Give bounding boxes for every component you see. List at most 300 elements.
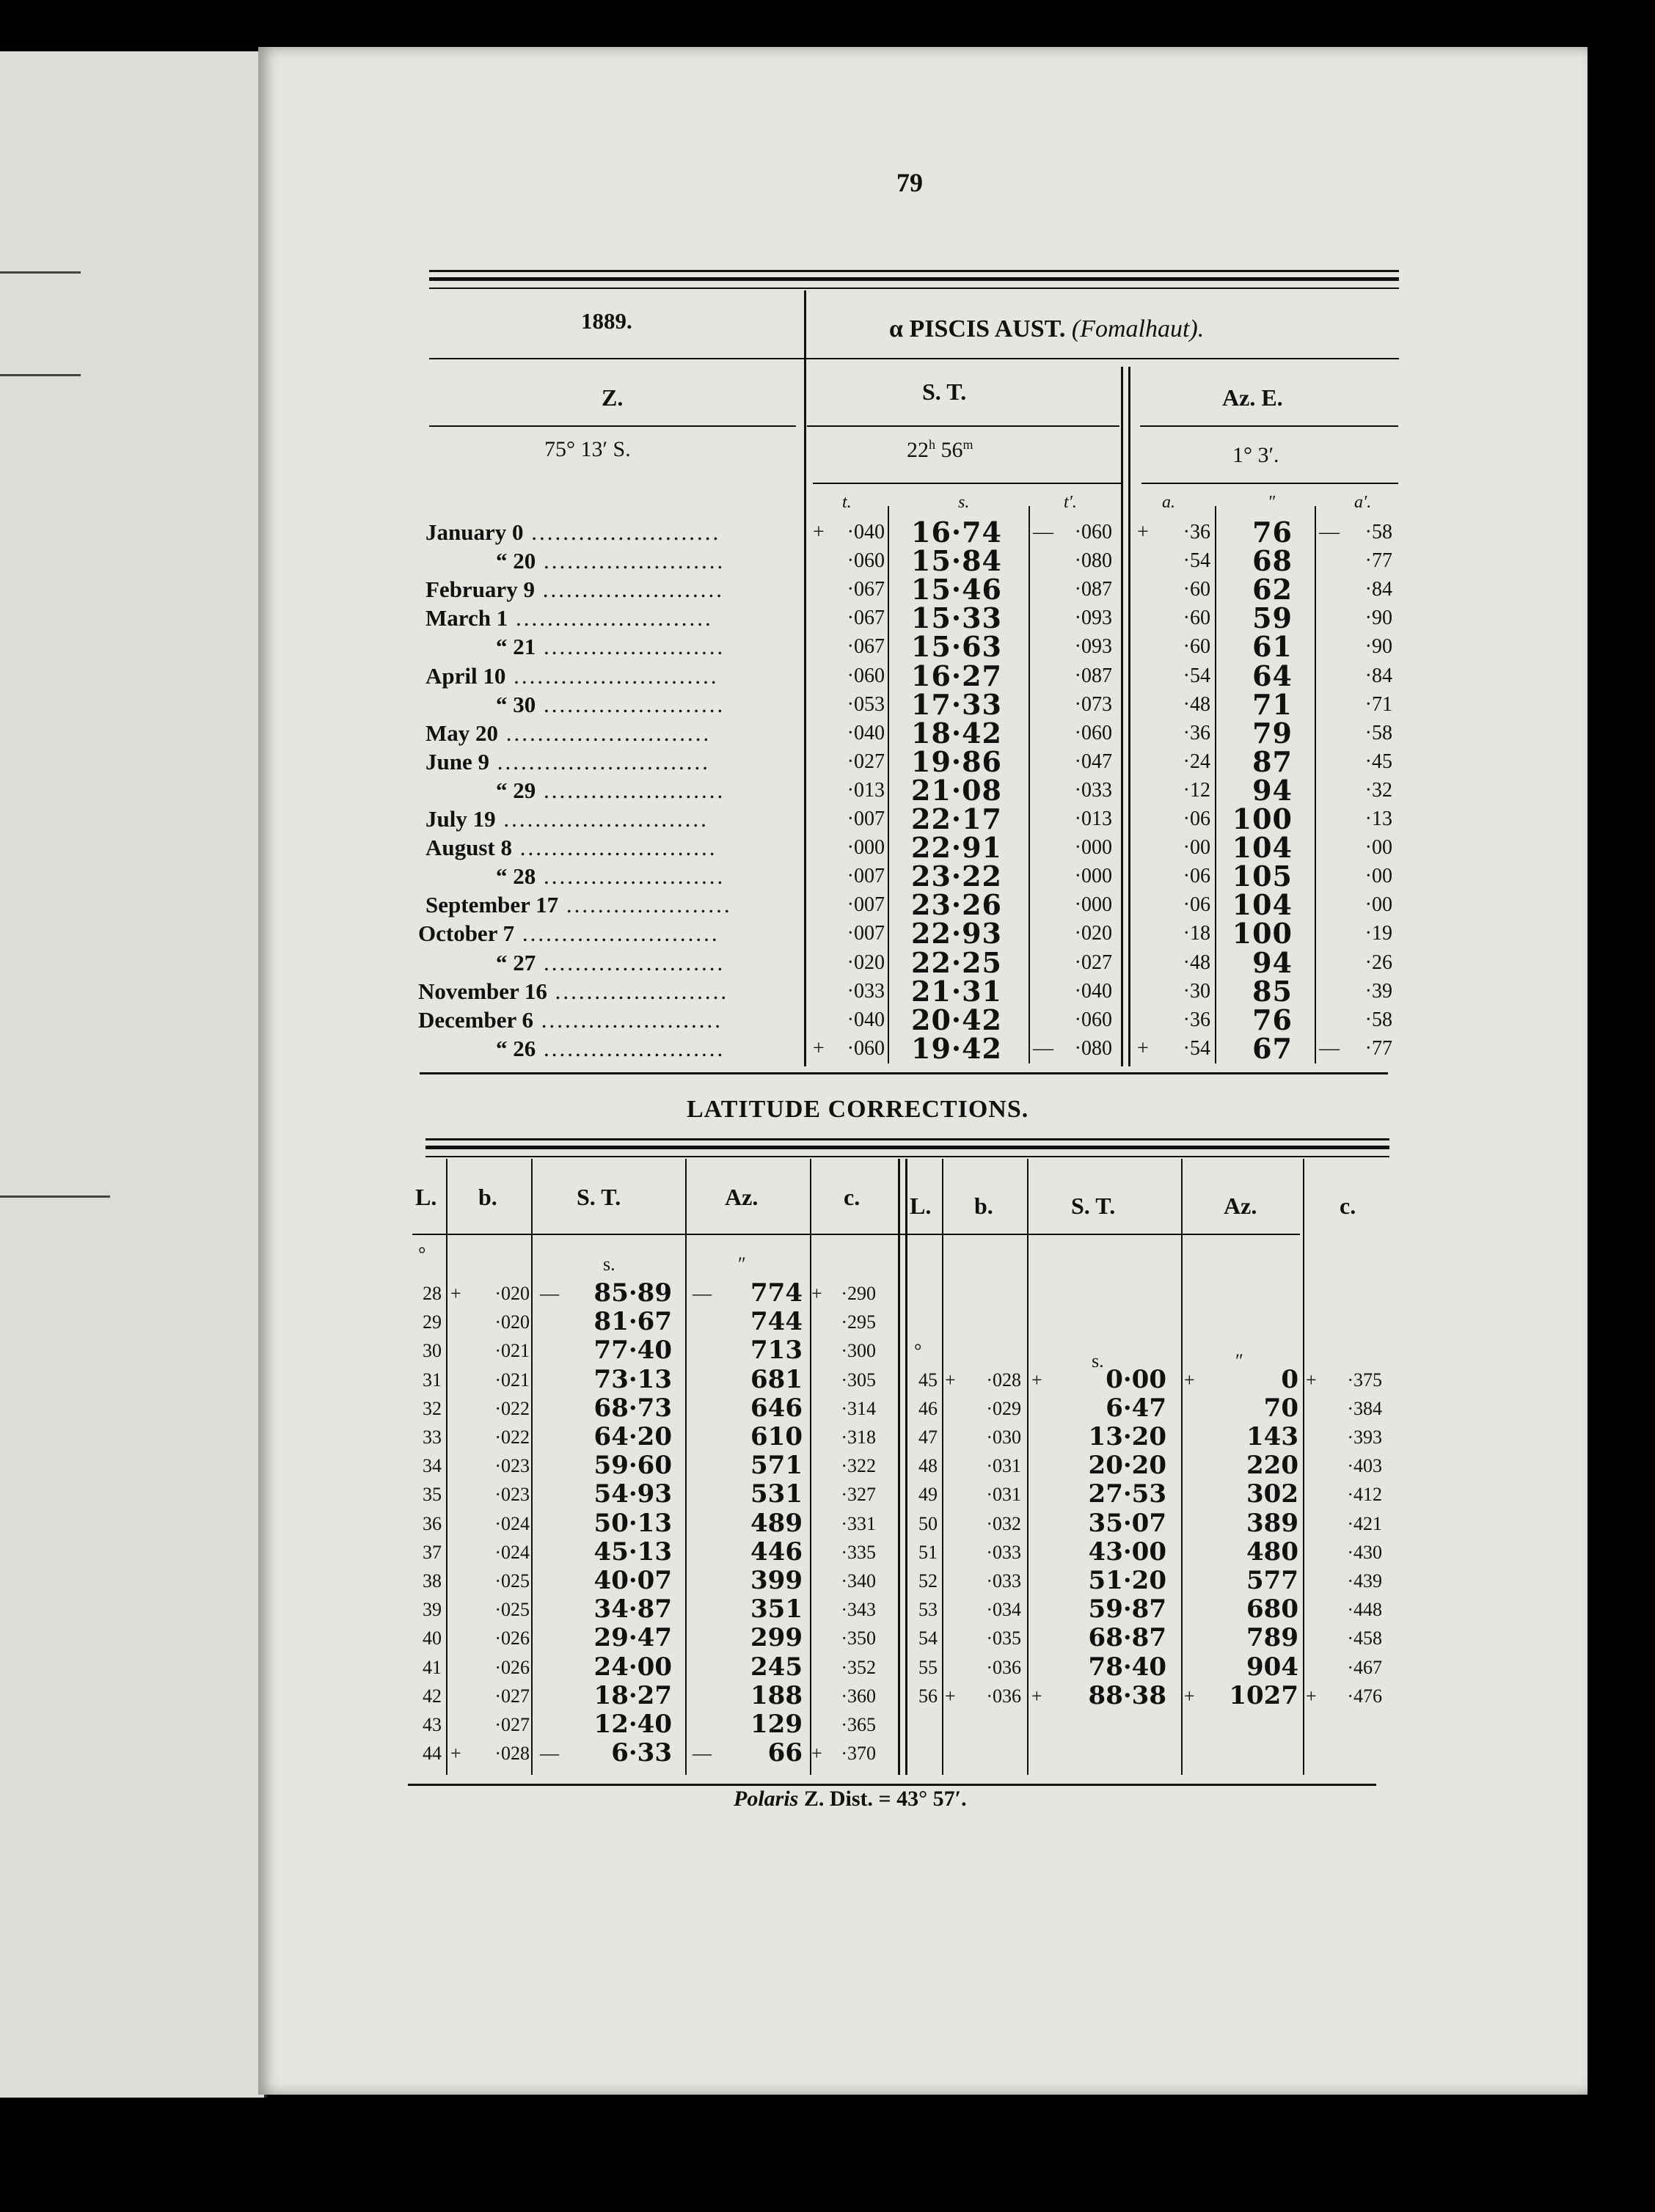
sign (945, 1451, 961, 1480)
value-t-prime: ·060 (1074, 521, 1112, 543)
value-az: 79 (1252, 717, 1293, 750)
sign (693, 1538, 715, 1567)
sign (813, 747, 829, 776)
sign (1031, 1567, 1053, 1595)
lat-value-b: ·028 (986, 1369, 1021, 1391)
sign (813, 890, 829, 919)
sign (540, 1595, 562, 1624)
lat-value-az: 220 (1246, 1451, 1298, 1480)
value-a-prime: ·32 (1364, 779, 1392, 802)
value-s: 22·93 (911, 917, 1002, 950)
degree-unit: ° (418, 1243, 426, 1264)
sign (1306, 1595, 1322, 1624)
value-a-prime: ·13 (1364, 807, 1392, 830)
value-s: 15·84 (911, 544, 1002, 577)
lat-row-L: 49 (918, 1484, 938, 1505)
dot-leader: ........................ (523, 519, 721, 545)
lat-row-L: 55 (918, 1657, 938, 1678)
value-t: ·027 (847, 750, 885, 773)
lat-row-L: 41 (423, 1657, 442, 1678)
value-a-prime: ·71 (1364, 693, 1392, 716)
value-az: 71 (1252, 688, 1293, 721)
sign: + (1137, 521, 1149, 543)
value-a: ·00 (1183, 836, 1210, 859)
date-label (418, 1006, 723, 1034)
sign (945, 1653, 961, 1682)
lat-value-c: ·384 (1347, 1398, 1382, 1419)
lat-header-b: b. (478, 1184, 497, 1210)
column-rule (1128, 367, 1130, 1066)
lat-value-az: 351 (750, 1594, 803, 1624)
value-a-prime: ·90 (1364, 607, 1392, 629)
value-a-prime: ·00 (1364, 836, 1392, 859)
lat-value-b: ·020 (494, 1311, 530, 1333)
lat-value-st: 43·00 (1088, 1537, 1166, 1567)
date-label (425, 662, 719, 690)
date-label (418, 919, 720, 948)
date-label (496, 632, 725, 661)
value-s: 15·46 (911, 573, 1002, 606)
lat-value-c: ·370 (841, 1743, 876, 1764)
sign (1319, 805, 1341, 833)
lat-row-L: 28 (423, 1283, 442, 1304)
value-a: ·60 (1183, 578, 1210, 601)
sign (693, 1394, 715, 1423)
lat-rule (425, 1156, 1389, 1157)
col-t: t. (842, 493, 852, 512)
sign (450, 1451, 467, 1480)
sign (450, 1567, 467, 1595)
lat-row-L: 31 (423, 1369, 442, 1391)
star-title (889, 315, 1204, 343)
value-t-prime: ·020 (1074, 922, 1112, 945)
dot-leader: .......................... (495, 806, 709, 832)
sign (1306, 1567, 1322, 1595)
value-s: 22·17 (911, 802, 1002, 835)
lat-value-b: ·028 (494, 1743, 530, 1764)
sign: + (813, 521, 825, 543)
sign (693, 1336, 715, 1365)
lat-value-b: ·021 (494, 1340, 530, 1361)
value-a: ·30 (1183, 980, 1210, 1003)
sign (1306, 1451, 1322, 1480)
sign (1033, 833, 1055, 862)
sign (1319, 1006, 1341, 1034)
lat-row-L: 48 (918, 1455, 938, 1476)
left-page-rule (0, 1195, 110, 1198)
value-s: 15·63 (911, 630, 1002, 663)
lat-value-az: 681 (750, 1365, 803, 1394)
sign (450, 1366, 467, 1394)
lat-header-az: Az. (725, 1184, 759, 1210)
lat-header-az: Az. (1224, 1193, 1257, 1219)
value-t: ·007 (847, 865, 885, 887)
value-t-prime: ·087 (1074, 578, 1112, 601)
sign: — (1319, 1037, 1340, 1060)
st-header: S. T. (922, 378, 967, 405)
value-t-prime: ·040 (1074, 980, 1112, 1003)
dot-leader: ...................... (547, 978, 729, 1004)
value-a: ·36 (1183, 521, 1210, 543)
lat-value-c: ·305 (841, 1369, 876, 1391)
date-text: “ 27 (496, 950, 536, 975)
value-t-prime: ·047 (1074, 750, 1112, 773)
lat-value-c: ·467 (1347, 1657, 1382, 1678)
sign (693, 1308, 715, 1336)
sign (1306, 1538, 1322, 1567)
sign (1033, 546, 1055, 575)
lat-value-b: ·020 (494, 1283, 530, 1304)
value-s: 23·22 (911, 860, 1002, 893)
st-hours: 22 (907, 438, 929, 462)
sign (540, 1567, 562, 1595)
date-label (496, 862, 725, 890)
sign (1137, 977, 1156, 1006)
lat-value-b: ·033 (986, 1542, 1021, 1563)
sign (811, 1538, 828, 1567)
value-a-prime: ·77 (1364, 1037, 1392, 1060)
sign: — (1033, 521, 1053, 543)
date-text: “ 20 (496, 548, 536, 574)
sign (1306, 1624, 1322, 1652)
sign (1033, 805, 1055, 833)
sign (811, 1336, 828, 1365)
lat-value-st: 68·87 (1088, 1623, 1166, 1652)
value-t: ·000 (847, 836, 885, 859)
top-rule (429, 288, 1399, 289)
col-a: a. (1162, 493, 1175, 512)
sign (540, 1336, 562, 1365)
lat-value-c: ·352 (841, 1657, 876, 1678)
sign: + (1184, 1685, 1195, 1707)
sign: — (540, 1283, 559, 1304)
value-t-prime: ·027 (1074, 951, 1112, 974)
sign (1137, 575, 1156, 604)
sign (1137, 747, 1156, 776)
sign: + (1137, 1037, 1149, 1060)
sign (450, 1682, 467, 1710)
date-text: August 8 (425, 835, 513, 860)
lat-value-az: 188 (750, 1681, 803, 1710)
dot-leader: ......................... (512, 835, 717, 860)
sign (1306, 1480, 1322, 1509)
sign (540, 1653, 562, 1682)
dot-leader: ....................... (536, 863, 726, 889)
sign (1319, 632, 1341, 661)
sign (1137, 662, 1156, 690)
lat-value-c: ·322 (841, 1455, 876, 1476)
lat-row-L: 56 (918, 1685, 938, 1707)
sign (1031, 1653, 1053, 1682)
sign: + (945, 1369, 956, 1391)
lat-value-c: ·448 (1347, 1599, 1382, 1620)
value-az: 67 (1252, 1032, 1293, 1065)
sign (1031, 1624, 1053, 1652)
lat-value-c: ·458 (1347, 1627, 1382, 1649)
arcsec-unit: ″ (1235, 1350, 1243, 1371)
value-a-prime: ·77 (1364, 549, 1392, 572)
dot-leader: ....................... (533, 1007, 723, 1033)
sign (693, 1567, 715, 1595)
dot-leader: ....................... (536, 634, 726, 659)
sign (1319, 776, 1341, 805)
lat-value-st: 35·07 (1088, 1509, 1166, 1538)
star-common-name: (Fomalhaut). (1071, 315, 1205, 343)
date-label (496, 776, 725, 805)
value-az: 85 (1252, 975, 1293, 1008)
lat-value-az: 143 (1246, 1422, 1298, 1451)
lat-value-c: ·476 (1347, 1685, 1382, 1707)
sign (1319, 575, 1341, 604)
lat-value-st: 78·40 (1088, 1652, 1166, 1682)
subheader-rule (813, 483, 1121, 484)
col-az-sec: ″ (1268, 493, 1275, 512)
lat-value-st: 6·47 (1106, 1394, 1166, 1423)
date-label (496, 1034, 725, 1063)
date-label (425, 833, 717, 862)
value-s: 16·74 (911, 516, 1002, 549)
sign (1033, 747, 1055, 776)
sign (1033, 862, 1055, 890)
value-az: 104 (1232, 888, 1293, 921)
dot-leader: ..................... (558, 892, 732, 918)
lat-value-c: ·403 (1347, 1455, 1382, 1476)
lat-value-b: ·031 (986, 1484, 1021, 1505)
date-text: “ 29 (496, 777, 536, 803)
date-text: “ 30 (496, 692, 536, 717)
lat-value-c: ·393 (1347, 1427, 1382, 1448)
lat-header-b: b. (974, 1193, 993, 1219)
sign: — (1319, 521, 1340, 543)
date-label (425, 890, 732, 919)
lat-value-st: 24·00 (593, 1652, 672, 1682)
lat-row-L: 32 (423, 1398, 442, 1419)
value-t: ·060 (847, 664, 885, 687)
lat-value-az: 480 (1246, 1537, 1298, 1567)
date-label (425, 575, 724, 604)
value-a: ·12 (1183, 779, 1210, 802)
lat-value-az: 245 (750, 1652, 803, 1682)
value-az: 61 (1252, 630, 1293, 663)
value-s: 22·25 (911, 946, 1002, 979)
table-bottom-rule (420, 1072, 1388, 1074)
lat-row-L: 44 (423, 1743, 442, 1764)
dot-leader: ....................... (536, 1036, 726, 1061)
lat-value-c: ·365 (841, 1714, 876, 1735)
sign (1319, 662, 1341, 690)
sign (540, 1538, 562, 1567)
sign (1033, 977, 1055, 1006)
value-a: ·24 (1183, 750, 1210, 773)
date-text: April 10 (425, 663, 506, 689)
subheader-rule (1141, 483, 1398, 484)
lat-value-az: 646 (750, 1394, 803, 1423)
value-s: 23·26 (911, 888, 1002, 921)
lat-row-L: 42 (423, 1685, 442, 1707)
value-a-prime: ·58 (1364, 1008, 1392, 1031)
lat-value-b: ·021 (494, 1369, 530, 1391)
sign (1137, 604, 1156, 632)
value-t: ·020 (847, 951, 885, 974)
value-s: 22·91 (911, 831, 1002, 864)
value-t-prime: ·087 (1074, 664, 1112, 687)
lat-value-c: ·421 (1347, 1513, 1382, 1534)
lat-value-az: 302 (1246, 1479, 1298, 1509)
lat-column-rule (685, 1159, 687, 1775)
sign (540, 1710, 562, 1739)
date-text: May 20 (425, 720, 499, 746)
value-az: 100 (1232, 802, 1293, 835)
lat-value-st: 59·60 (593, 1451, 672, 1480)
value-s: 18·42 (911, 717, 1002, 750)
lat-value-b: ·035 (986, 1627, 1021, 1649)
sign (450, 1336, 467, 1365)
lat-value-c: ·375 (1347, 1369, 1382, 1391)
sign (811, 1451, 828, 1480)
lat-value-st: 81·67 (593, 1307, 672, 1336)
lat-value-az: 713 (750, 1336, 803, 1365)
lat-row-L: 45 (918, 1369, 938, 1391)
lat-value-st: 20·20 (1088, 1451, 1166, 1480)
lat-value-az: 774 (750, 1278, 803, 1308)
sign (813, 604, 829, 632)
lat-value-st: 40·07 (593, 1566, 672, 1595)
sign (1319, 747, 1341, 776)
sign (813, 977, 829, 1006)
sign (811, 1710, 828, 1739)
value-a: ·48 (1183, 693, 1210, 716)
sign: + (813, 1037, 825, 1060)
lat-value-c: ·295 (841, 1311, 876, 1333)
lat-value-b: ·022 (494, 1398, 530, 1419)
lat-value-st: 88·38 (1088, 1681, 1166, 1710)
lat-row-L: 52 (918, 1570, 938, 1592)
sign (1031, 1538, 1053, 1567)
sign (813, 719, 829, 747)
sign (1319, 690, 1341, 719)
arcsec-unit: ″ (738, 1253, 746, 1275)
sign (1319, 719, 1341, 747)
sign (1033, 1006, 1055, 1034)
sign (811, 1567, 828, 1595)
sign (693, 1624, 715, 1652)
sign (450, 1653, 467, 1682)
lat-value-az: 129 (750, 1710, 803, 1739)
lat-row-L: 51 (918, 1542, 938, 1563)
column-rule (1029, 506, 1030, 1063)
value-t: ·053 (847, 693, 885, 716)
header-rule (429, 425, 796, 427)
value-t: ·060 (847, 549, 885, 572)
column-rule (1315, 506, 1316, 1063)
value-t: ·060 (847, 1037, 885, 1060)
sign (540, 1509, 562, 1538)
lat-row-L: 50 (918, 1513, 938, 1534)
lat-value-b: ·025 (494, 1599, 530, 1620)
sign (813, 662, 829, 690)
lat-value-c: ·360 (841, 1685, 876, 1707)
sign (945, 1509, 961, 1538)
lat-value-c: ·327 (841, 1484, 876, 1505)
value-s: 16·27 (911, 659, 1002, 692)
value-s: 19·42 (911, 1032, 1002, 1065)
lat-value-st: 12·40 (593, 1710, 672, 1739)
date-text: June 9 (425, 749, 489, 774)
date-label (496, 948, 725, 977)
dot-leader: ....................... (536, 692, 726, 717)
date-text: “ 21 (496, 634, 536, 659)
header-rule (429, 358, 1399, 359)
sign (1306, 1423, 1322, 1451)
value-a: ·06 (1183, 865, 1210, 887)
lat-column-rule (942, 1159, 943, 1775)
sign (1319, 890, 1341, 919)
lat-value-c: ·335 (841, 1542, 876, 1563)
sign: + (945, 1685, 956, 1707)
lat-row-L: 37 (423, 1542, 442, 1563)
sign (945, 1567, 961, 1595)
value-az: 94 (1252, 946, 1293, 979)
value-a: ·06 (1183, 807, 1210, 830)
seconds-unit: s. (603, 1253, 615, 1275)
seconds-unit: s. (1092, 1350, 1104, 1371)
lat-value-c: ·340 (841, 1570, 876, 1592)
value-a: ·36 (1183, 1008, 1210, 1031)
sign (811, 1366, 828, 1394)
sign (813, 632, 829, 661)
lat-value-az: 299 (750, 1623, 803, 1652)
sign (1033, 632, 1055, 661)
value-a-prime: ·90 (1364, 635, 1392, 658)
value-a-prime: ·84 (1364, 578, 1392, 601)
lat-value-st: 18·27 (593, 1681, 672, 1710)
value-az: 100 (1232, 917, 1293, 950)
polaris-note (734, 1787, 967, 1812)
lat-value-b: ·022 (494, 1427, 530, 1448)
lat-value-st: 73·13 (593, 1365, 672, 1394)
lat-value-c: ·343 (841, 1599, 876, 1620)
sign (1031, 1394, 1053, 1423)
lat-value-az: 0 (1281, 1365, 1298, 1394)
lat-value-st: 77·40 (593, 1336, 672, 1365)
previous-page-fragment (0, 51, 267, 2098)
sign (450, 1308, 467, 1336)
sign (945, 1624, 961, 1652)
value-a: ·06 (1183, 893, 1210, 916)
sign (813, 862, 829, 890)
value-t: ·007 (847, 893, 885, 916)
lat-row-L: 47 (918, 1427, 938, 1448)
value-t-prime: ·000 (1074, 893, 1112, 916)
sign (1137, 776, 1156, 805)
sign: — (1033, 1037, 1053, 1060)
lat-rule (425, 1146, 1389, 1149)
col-a-prime: a′. (1354, 493, 1372, 512)
sign (1319, 546, 1341, 575)
lat-value-st: 45·13 (593, 1537, 672, 1567)
col-t-prime: t′. (1064, 493, 1077, 512)
value-t: ·067 (847, 578, 885, 601)
header-rule (1140, 425, 1398, 427)
lat-row-L: 54 (918, 1627, 938, 1649)
date-text: “ 26 (496, 1036, 536, 1061)
sign (813, 919, 829, 948)
value-t-prime: ·073 (1074, 693, 1112, 716)
value-t-prime: ·093 (1074, 635, 1112, 658)
lat-value-az: 571 (750, 1451, 803, 1480)
lat-row-L: 53 (918, 1599, 938, 1620)
lat-value-st: 6·33 (611, 1738, 672, 1768)
